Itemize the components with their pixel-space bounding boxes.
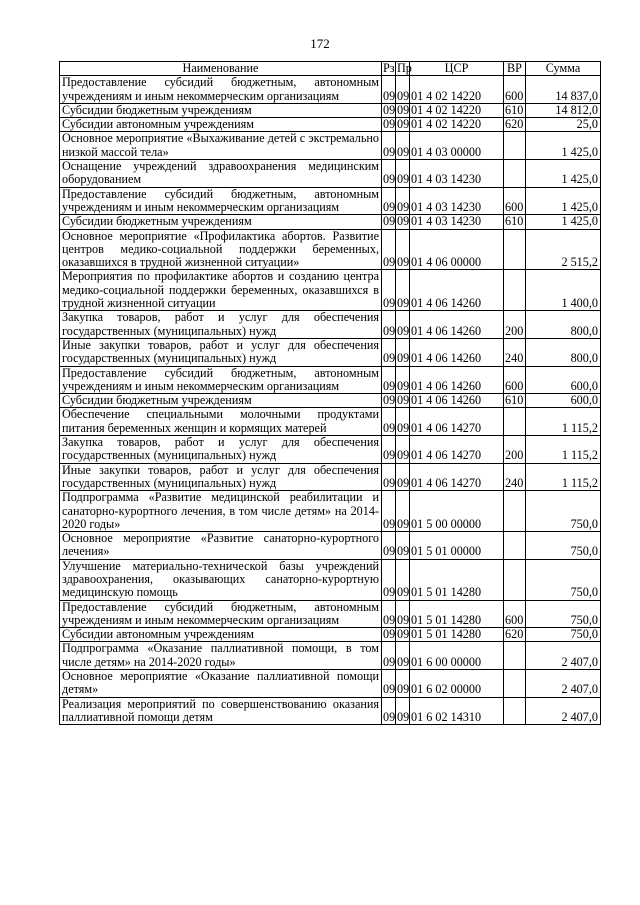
row-csr-cell: 01 5 01 14280	[410, 628, 504, 642]
row-rz-cell: 09	[382, 670, 396, 698]
row-rz-cell: 09	[382, 311, 396, 339]
row-vr-cell: 200	[504, 311, 526, 339]
row-vr-cell: 600	[504, 600, 526, 628]
row-pr-cell: 09	[396, 532, 410, 560]
header-pr: Пр	[397, 61, 412, 75]
row-csr-cell: 01 5 01 00000	[410, 532, 504, 560]
row-vr-cell: 240	[504, 338, 526, 366]
row-pr-cell: 09	[396, 338, 410, 366]
row-pr-cell: 09	[396, 187, 410, 215]
row-sum-cell: 14 812,0	[526, 103, 601, 117]
header-sum: Сумма	[526, 62, 601, 76]
row-rz-cell: 09	[382, 436, 396, 464]
table-row	[60, 160, 601, 188]
row-pr-cell: 09	[396, 132, 410, 160]
row-sum-cell: 25,0	[526, 118, 601, 132]
row-pr-cell: 09	[396, 436, 410, 464]
header-rz: Рз	[383, 61, 395, 75]
row-csr-cell: 01 4 06 14260	[410, 366, 504, 394]
row-rz-cell: 09	[382, 338, 396, 366]
row-vr-cell: 620	[504, 628, 526, 642]
row-name-cell: Предоставление субсидий бюджетным, автономным учреждениям и иным некоммерческим организациям	[60, 366, 382, 394]
row-name-cell: Реализация мероприятий по совершенствованию оказания паллиативной помощи детям	[60, 697, 382, 725]
row-name-cell: Обеспечение специальными молочными продуктами питания беременных женщин и кормящих матерей	[60, 408, 382, 436]
row-sum-cell: 750,0	[526, 559, 601, 600]
header-csr: ЦСР	[410, 62, 504, 76]
row-sum-cell: 1 115,2	[526, 408, 601, 436]
row-pr-cell: 09	[396, 559, 410, 600]
row-csr-cell: 01 4 02 14220	[410, 76, 504, 104]
row-rz-cell: 09	[382, 132, 396, 160]
row-rz-cell: 09	[383, 627, 396, 642]
row-vr-cell	[504, 642, 526, 670]
row-csr-cell: 01 4 03 14230	[410, 187, 504, 215]
table-row	[60, 270, 601, 311]
row-sum-cell: 1 425,0	[526, 160, 601, 188]
row-rz-cell: 09	[382, 229, 396, 270]
row-vr-cell: 610	[504, 103, 526, 117]
page-number: 172	[310, 36, 330, 51]
row-sum-cell: 1 425,0	[526, 187, 601, 215]
row-rz-cell: 09	[382, 76, 396, 104]
row-sum-cell: 1 425,0	[526, 132, 601, 160]
budget-table	[59, 61, 601, 725]
row-sum-cell: 2 515,2	[526, 229, 601, 270]
row-rz-cell: 09	[382, 559, 396, 600]
row-sum-cell: 1 425,0	[526, 215, 601, 229]
row-rz-cell: 09	[383, 214, 396, 229]
row-name-cell: Субсидии бюджетным учреждениям	[60, 394, 382, 408]
row-pr-cell: 09	[397, 102, 410, 117]
row-pr-cell: 09	[396, 76, 410, 104]
row-vr-cell: 200	[504, 436, 526, 464]
table-row	[60, 436, 601, 464]
table-row	[60, 394, 601, 408]
row-vr-cell	[504, 491, 526, 532]
row-pr-cell: 09	[396, 229, 410, 270]
row-rz-cell: 09	[382, 642, 396, 670]
table-row	[60, 491, 601, 532]
row-rz-cell: 09	[382, 463, 396, 491]
header-name: Наименование	[60, 62, 382, 76]
row-sum-cell: 600,0	[526, 394, 601, 408]
row-name-cell: Основное мероприятие «Оказание паллиативной помощи детям»	[60, 670, 382, 698]
row-rz-cell: 09	[383, 393, 396, 408]
row-vr-cell	[504, 559, 526, 600]
table-row	[60, 628, 601, 642]
row-csr-cell: 01 6 00 00000	[410, 642, 504, 670]
row-name-cell: Субсидии бюджетным учреждениям	[60, 215, 382, 229]
row-name-cell: Субсидии автономным учреждениям	[60, 628, 382, 642]
row-name-cell: Основное мероприятие «Развитие санаторно-курортного лечения»	[60, 532, 382, 560]
row-csr-cell: 01 4 06 14270	[410, 408, 504, 436]
row-pr-cell: 09	[396, 311, 410, 339]
table-row	[60, 311, 601, 339]
row-rz-cell: 09	[382, 270, 396, 311]
row-csr-cell: 01 4 02 14220	[410, 118, 504, 132]
table-row	[60, 229, 601, 270]
row-vr-cell	[504, 408, 526, 436]
row-sum-cell: 800,0	[526, 338, 601, 366]
row-sum-cell: 1 115,2	[526, 436, 601, 464]
row-sum-cell: 2 407,0	[526, 697, 601, 725]
row-vr-cell: 600	[504, 76, 526, 104]
row-sum-cell: 800,0	[526, 311, 601, 339]
row-pr-cell: 09	[396, 408, 410, 436]
row-vr-cell	[504, 132, 526, 160]
row-csr-cell: 01 6 02 14310	[410, 697, 504, 725]
row-pr-cell: 09	[396, 697, 410, 725]
table-row	[60, 532, 601, 560]
row-pr-cell: 09	[396, 600, 410, 628]
row-pr-cell: 09	[396, 160, 410, 188]
header-vr: ВР	[504, 62, 526, 76]
row-name-cell: Предоставление субсидий бюджетным, автономным учреждениям и иным некоммерческим организациям	[60, 187, 382, 215]
row-pr-cell: 09	[396, 491, 410, 532]
row-csr-cell: 01 5 00 00000	[410, 491, 504, 532]
row-vr-cell: 620	[504, 118, 526, 132]
row-csr-cell: 01 4 03 00000	[410, 132, 504, 160]
row-sum-cell: 1 115,2	[526, 463, 601, 491]
row-csr-cell: 01 4 06 14260	[410, 394, 504, 408]
row-sum-cell: 2 407,0	[526, 642, 601, 670]
table-row	[60, 366, 601, 394]
row-pr-cell: 09	[397, 117, 410, 132]
table-body	[60, 76, 601, 725]
row-vr-cell	[504, 697, 526, 725]
row-rz-cell: 09	[382, 491, 396, 532]
row-vr-cell: 610	[504, 215, 526, 229]
row-name-cell: Подпрограмма «Развитие медицинской реабилитации и санаторно-курортного лечения, в том числе детям» на 2014-2020 годы»	[60, 491, 382, 532]
table-row	[60, 132, 601, 160]
row-pr-cell: 09	[397, 214, 410, 229]
row-name-cell: Иные закупки товаров, работ и услуг для обеспечения государственных (муниципальных) нужд	[60, 338, 382, 366]
row-rz-cell: 09	[383, 102, 396, 117]
table-row	[60, 76, 601, 104]
row-name-cell: Мероприятия по профилактике абортов и созданию центра медико-социальной поддержки беременных, оказавшихся в трудной жизненной ситуации	[60, 270, 382, 311]
row-csr-cell: 01 4 02 14220	[410, 103, 504, 117]
table-row	[60, 338, 601, 366]
row-rz-cell: 09	[383, 117, 396, 132]
table-row	[60, 559, 601, 600]
row-sum-cell: 750,0	[526, 628, 601, 642]
row-vr-cell	[504, 160, 526, 188]
row-name-cell: Оснащение учреждений здравоохранения медицинским оборудованием	[60, 160, 382, 188]
table-header-row	[60, 62, 601, 76]
row-name-cell: Закупка товаров, работ и услуг для обеспечения государственных (муниципальных) нужд	[60, 311, 382, 339]
row-csr-cell: 01 6 02 00000	[410, 670, 504, 698]
row-name-cell: Субсидии бюджетным учреждениям	[60, 103, 382, 117]
row-csr-cell: 01 5 01 14280	[410, 600, 504, 628]
row-pr-cell: 09	[397, 393, 410, 408]
row-vr-cell	[504, 532, 526, 560]
row-sum-cell: 750,0	[526, 600, 601, 628]
table-row	[60, 463, 601, 491]
row-name-cell: Предоставление субсидий бюджетным, автономным учреждениям и иным некоммерческим организациям	[60, 600, 382, 628]
table-row	[60, 642, 601, 670]
row-csr-cell: 01 4 03 14230	[410, 215, 504, 229]
row-csr-cell: 01 4 06 14260	[410, 270, 504, 311]
row-vr-cell	[504, 270, 526, 311]
row-name-cell: Основное мероприятие «Профилактика абортов. Развитие центров медико-социальной поддержки беременных, оказавшихся в трудной жизненной ситуации»	[60, 229, 382, 270]
row-rz-cell: 09	[382, 160, 396, 188]
row-vr-cell: 600	[504, 366, 526, 394]
row-csr-cell: 01 4 06 14270	[410, 436, 504, 464]
row-name-cell: Субсидии автономным учреждениям	[60, 118, 382, 132]
row-sum-cell: 750,0	[526, 491, 601, 532]
table-row	[60, 103, 601, 117]
row-sum-cell: 600,0	[526, 366, 601, 394]
row-sum-cell: 1 400,0	[526, 270, 601, 311]
row-csr-cell: 01 4 06 14270	[410, 463, 504, 491]
row-rz-cell: 09	[382, 366, 396, 394]
row-pr-cell: 09	[397, 627, 410, 642]
row-name-cell: Улучшение материально-технической базы учреждений здравоохранения, оказывающих санаторно-курортную медицинскую помощь	[60, 559, 382, 600]
row-csr-cell: 01 5 01 14280	[410, 559, 504, 600]
row-csr-cell: 01 4 06 14260	[410, 338, 504, 366]
row-sum-cell: 2 407,0	[526, 670, 601, 698]
row-name-cell: Предоставление субсидий бюджетным, автономным учреждениям и иным некоммерческим организациям	[60, 76, 382, 104]
row-pr-cell: 09	[396, 270, 410, 311]
table-row	[60, 118, 601, 132]
row-csr-cell: 01 4 06 14260	[410, 311, 504, 339]
row-vr-cell	[504, 670, 526, 698]
row-name-cell: Подпрограмма «Оказание паллиативной помощи, в том числе детям» на 2014-2020 годы»	[60, 642, 382, 670]
table-row	[60, 408, 601, 436]
row-sum-cell: 750,0	[526, 532, 601, 560]
table-row	[60, 697, 601, 725]
row-rz-cell: 09	[382, 600, 396, 628]
row-name-cell: Иные закупки товаров, работ и услуг для обеспечения государственных (муниципальных) нужд	[60, 463, 382, 491]
row-pr-cell: 09	[396, 642, 410, 670]
row-pr-cell: 09	[396, 463, 410, 491]
row-vr-cell: 240	[504, 463, 526, 491]
row-pr-cell: 09	[396, 670, 410, 698]
row-rz-cell: 09	[382, 187, 396, 215]
row-csr-cell: 01 4 03 14230	[410, 160, 504, 188]
row-name-cell: Основное мероприятие «Выхаживание детей с экстремально низкой массой тела»	[60, 132, 382, 160]
table-row	[60, 187, 601, 215]
row-vr-cell: 610	[504, 394, 526, 408]
row-vr-cell	[504, 229, 526, 270]
row-vr-cell: 600	[504, 187, 526, 215]
row-csr-cell: 01 4 06 00000	[410, 229, 504, 270]
table-row	[60, 600, 601, 628]
row-name-cell: Закупка товаров, работ и услуг для обеспечения государственных (муниципальных) нужд	[60, 436, 382, 464]
table-row	[60, 215, 601, 229]
row-sum-cell: 14 837,0	[526, 76, 601, 104]
row-rz-cell: 09	[382, 408, 396, 436]
row-rz-cell: 09	[382, 532, 396, 560]
row-pr-cell: 09	[396, 366, 410, 394]
table-row	[60, 670, 601, 698]
row-rz-cell: 09	[382, 697, 396, 725]
